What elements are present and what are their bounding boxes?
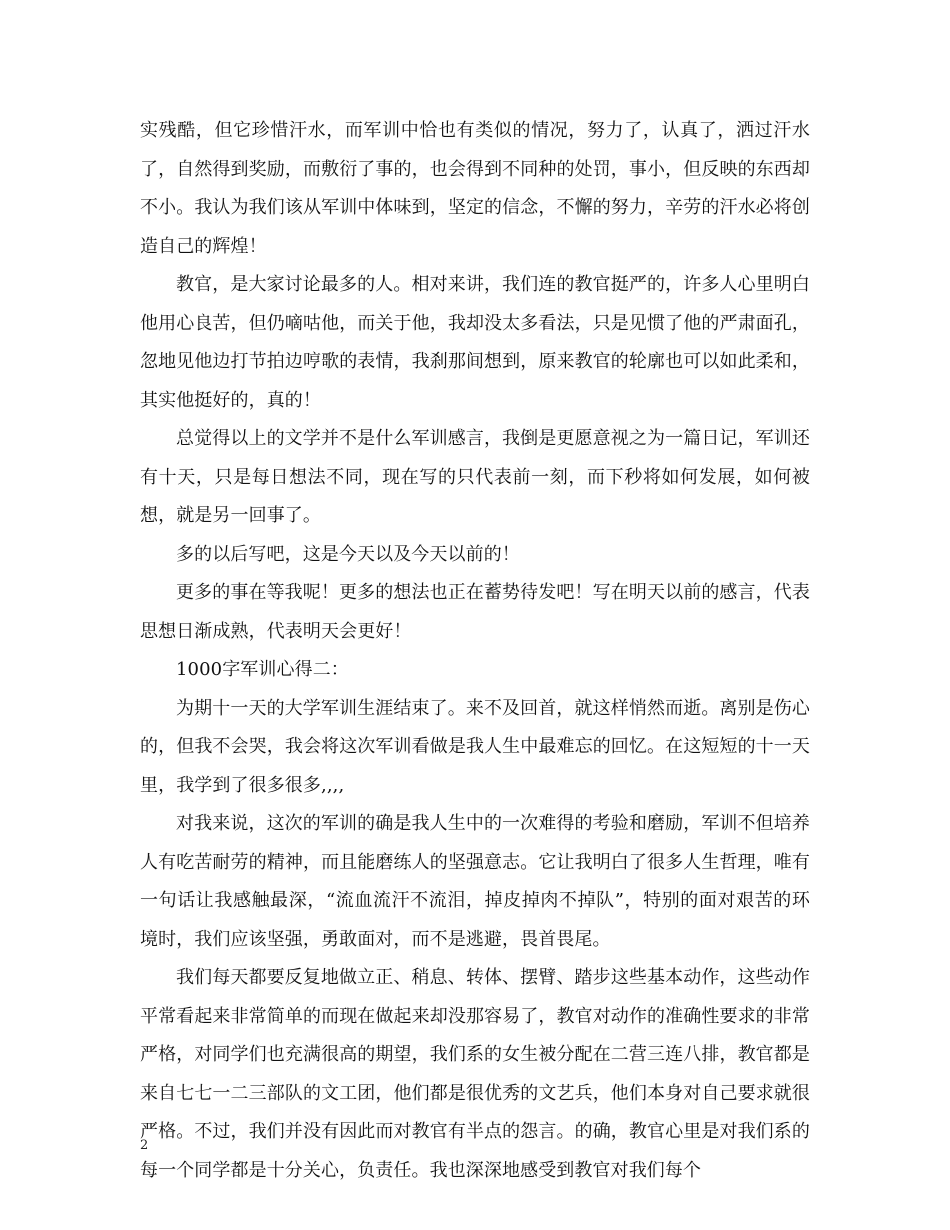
section-heading: 1000字军训心得二： [176, 659, 349, 680]
paragraph-3: 总觉得以上的文学并不是什么军训感言，我倒是更愿意视之为一篇日记，军训还有十天，只是每日想法不同，现在写的只代表前一刻，而下秒将如何发展，如何被想，就是另一回事了。 [140, 428, 810, 526]
paragraph-1: 实残酷，但它珍惜汗水，而军训中恰也有类似的情况，努力了，认真了，洒过汗水了，自然得到奖励，而敷衍了事的，也会得到不同种的处罚，事小，但反映的东西却不小。我认为我们该从军训中体味到，坚定的信念，不懈的努力，辛劳的汗水必将创造自己的辉煌！ [140, 120, 810, 257]
paragraph-4: 多的以后写吧，这是今天以及今天以前的！ [176, 543, 520, 565]
paragraph-6: 为期十一天的大学军训生涯结束了。来不及回首，就这样悄然而逝。离别是伤心的，但我不会哭，我会将这次军训看做是我人生中最难忘的回忆。在这短短的十一天里，我学到了很多很多,,,, [140, 697, 810, 796]
paragraph-2: 教官，是大家讨论最多的人。相对来讲，我们连的教官挺严的，许多人心里明白他用心良苦，但仍嘀咕他，而关于他，我却没太多看法，只是见惯了他的严肃面孔，忽地见他边打节拍边哼歌的表情，我刹那间想到，原来教官的轮廓也可以如此柔和，其实他挺好的，真的！ [140, 274, 810, 411]
page-number: 2 [140, 1138, 149, 1153]
paragraph-8: 我们每天都要反复地做立正、稍息、转体、摆臂、踏步这些基本动作，这些动作平常看起来非常简单的而现在做起来却没那容易了，教官对动作的准确性要求的非常严格，对同学们也充满很高的期望，我们系的女生被分配在二营三连八排，教官都是来自七七一二三部队的文工团，他们都是很优秀的文艺兵，他们本身对自己要求就很严格。不过，我们并没有因此而对教官有半点的怨言。的确，教官心里是对我们系的每一个同学都是十分关心，负责任。我也深深地感受到教官对我们每个 [140, 967, 810, 1181]
paragraph-7: 对我来说，这次的军训的确是我人生中的一次难得的考验和磨励，军训不但培养人有吃苦耐劳的精神，而且能磨练人的坚强意志。它让我明白了很多人生哲理，唯有一句话让我感触最深，“流血流汗不流泪，掉皮掉肉不掉队”，特别的面对艰苦的环境时，我们应该坚强，勇敢面对，而不是逃避，畏首畏尾。 [140, 813, 810, 950]
document-body [140, 112, 810, 1190]
paragraph-5: 更多的事在等我呢！更多的想法也正在蓄势待发吧！写在明天以前的感言，代表思想日渐成熟，代表明天会更好！ [140, 582, 810, 642]
